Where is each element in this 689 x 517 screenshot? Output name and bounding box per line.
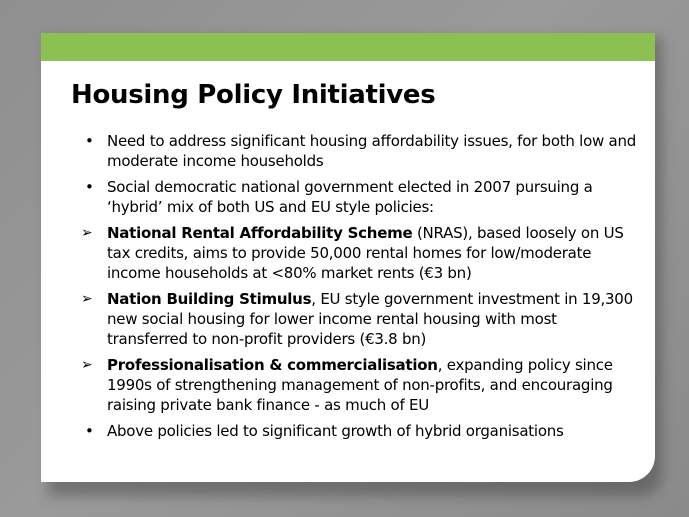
bullet-item	[81, 355, 641, 415]
bullet-bold-text: Professionalisation & commercialisation	[107, 356, 438, 374]
bullet-item	[81, 223, 641, 283]
bullet-dot-icon: •	[85, 132, 94, 150]
bullet-dot-icon: •	[85, 422, 94, 440]
bullet-text: Above policies led to significant growth of hybrid organisations	[107, 422, 564, 440]
bullet-text: , EU style government investment in 19,300 new social housing for lower income rental housing with most transferred to non-profit providers (€3.8 bn)	[107, 290, 633, 348]
bullet-list	[81, 131, 641, 447]
arrow-bullet-icon: ➢	[81, 225, 93, 241]
arrow-bullet-icon: ➢	[81, 357, 93, 373]
bullet-text: Need to address significant housing affordability issues, for both low and moderate income households	[107, 132, 637, 170]
slide	[41, 33, 655, 482]
bullet-item	[81, 131, 641, 171]
bullet-bold-text: National Rental Affordability Scheme	[107, 224, 413, 242]
bullet-dot-icon: •	[85, 178, 94, 196]
bullet-item	[81, 421, 641, 441]
bullet-text: Social democratic national government elected in 2007 pursuing a ‘hybrid’ mix of both US and EU style policies:	[107, 178, 593, 216]
bullet-item	[81, 289, 641, 349]
bullet-bold-text: Nation Building Stimulus	[107, 290, 312, 308]
accent-bar	[41, 33, 655, 61]
bullet-text: , expanding policy since 1990s of strengthening management of non-profits, and encouraging raising private bank finance - as much of EU	[107, 356, 613, 414]
arrow-bullet-icon: ➢	[81, 291, 93, 307]
bullet-text: (NRAS), based loosely on US tax credits, aims to provide 50,000 rental homes for low/moderate income households at <80% market rents (€3 bn)	[107, 224, 624, 282]
slide-title: Housing Policy Initiatives	[71, 80, 436, 110]
bullet-item	[81, 177, 641, 217]
